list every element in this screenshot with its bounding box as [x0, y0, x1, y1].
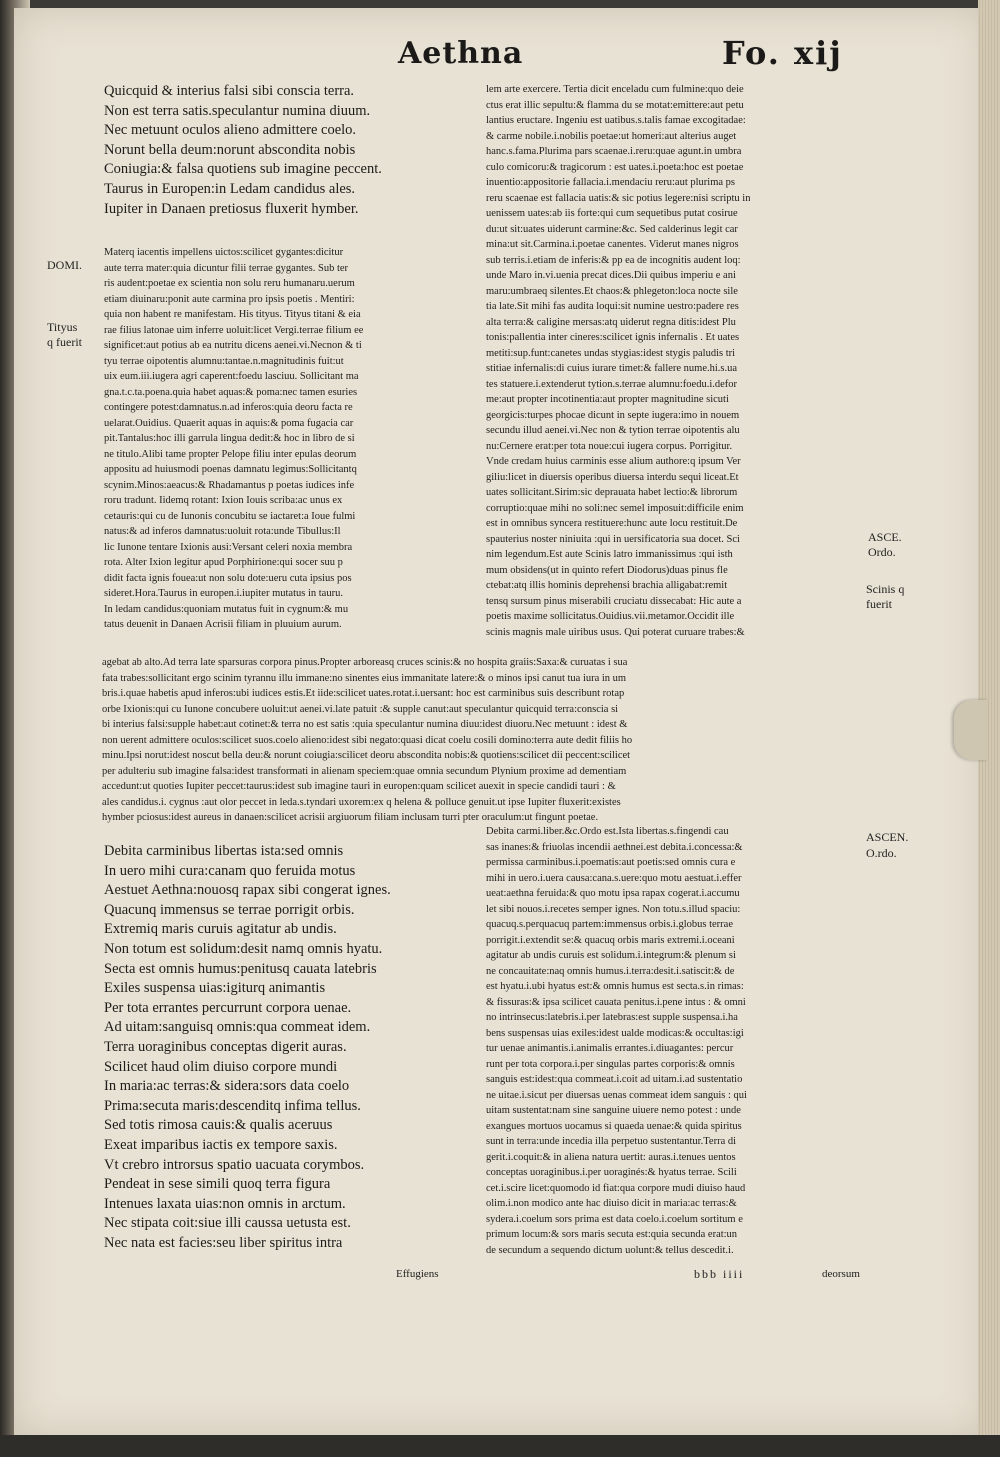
commentary-line: sas inanes:& friuolas incendii aethnei.est debita.i.concessa:& — [486, 841, 743, 853]
commentary-line: metiti:sup.funt:canetes undas stygias:idest stygis paludis tri — [486, 347, 736, 359]
verse-bottom-block — [104, 842, 464, 1253]
commentary-line: poetis maxime sollicitatus.Ouidius.vii.metamor.Occidit ille — [486, 611, 735, 622]
commentary-line: maru:umbraeq silentes.Et chaos:& phlegeton:loca nocte sile — [486, 285, 738, 297]
verse-line: In uero mihi cura:canam quo feruida motus — [104, 862, 356, 879]
verse-line: Quacunq immensus se terrae porrigit orbis. — [104, 901, 355, 918]
commentary-line: quacuq.s.perquacuq partem:immensus orbis.i.globus terrae — [486, 919, 733, 930]
bottom-shadow — [0, 1435, 1000, 1457]
commentary-line: uelarat.Ouidius. Quaerit aquas in aquis:& poma fugacia car — [104, 417, 354, 429]
verse-line: In maria:ac terras:& sidera:sors data coelo — [104, 1078, 350, 1095]
commentary-line: secundu illud aenei.vi.Nec non & tytion terrae oipotentis alu — [486, 425, 740, 436]
verse-line: Ad uitam:sanguisq omnis:qua commeat idem. — [104, 1019, 371, 1036]
commentary-line: aute terra mater:quia dicuntur filii terrae gygantes. Sub ter — [104, 262, 349, 274]
page-clip — [954, 700, 988, 760]
commentary-line: Debita carmi.liber.&c.Ordo est.Ista libertas.s.fingendi cau — [486, 826, 729, 837]
commentary-line: accedunt:ut quoties Iupiter peccet:taurus:idest sub imagine tauri in europen:quam scilicet auexit in specie candidi tauri : & — [102, 781, 616, 792]
commentary-line: giliu:licet in diuersis operibus diuersa interdu sequi liceat.Et — [486, 471, 739, 483]
commentary-line: ne uitae.i.sicut per diuersas uenas commeat idem sanguis : qui — [486, 1089, 747, 1101]
commentary-line: spauterius noster niniuita :qui in uersificatoria sua docet. Sci — [486, 533, 740, 545]
right-commentary-bottom — [486, 824, 747, 1258]
commentary-line: sunt in terra:unde incedia illa perpetuo sustentantur.Terra di — [486, 1136, 737, 1147]
commentary-line: mihi in uero.i.uera causa:cana.s.uere:quo motu aestuat.i.effer — [486, 872, 742, 884]
commentary-line: lantius eructare. Ingeniu est uatibus.s.talis famae excogitadae: — [486, 115, 746, 126]
commentary-line: inuentio:appositorie fallacia.i.mendaciu reru:aut plurima ps — [486, 177, 736, 188]
commentary-line: tia late.Sit mihi fas audita loqui:sit numine uestro:padere res — [486, 301, 739, 312]
commentary-line: culo comicoru:& tragicorum : est uates.i.poeta:hoc est poetae — [486, 161, 744, 173]
commentary-line: scynim.Minos:aeacus:& Rhadamantus p poetas iudices infe — [104, 479, 355, 491]
margin-note-ordo: Ordo. — [868, 545, 896, 559]
commentary-line: bris.i.quae habetis apud inferos:ubi iudices estis.Et iide:scilicet uates.rotat.i.uersant: hoc est carminibus suis describunt rotap — [102, 688, 625, 699]
commentary-line: significet:aut potius ab ea nutritu dicens aenei.vi.Necnon & ti — [104, 340, 362, 351]
verse-line: Aestuet Aethna:nouosq rapax sibi congerat ignes. — [104, 882, 391, 899]
commentary-line: nim legendum.Est aute Scinis latro immanissimus :qui isth — [486, 549, 733, 560]
commentary-line: etiam diuinaru:ponit aute carmina pro ipsis poetis . Mentiri: — [104, 293, 355, 305]
verse-line: Terra uoraginibus conceptas digerit auras. — [104, 1038, 347, 1055]
commentary-line: let sibi nouos.i.recetes semper ignes. Non totu.s.illud spaciu: — [486, 903, 741, 915]
commentary-line: sub terris.i.etiam de inferis:& pp ea de incognitis audent loq: — [486, 254, 741, 266]
commentary-line: unde Maro in.vi.uenia precat dices.Dii quibus imperiu e ani — [486, 270, 736, 281]
commentary-line: est hyatu.i.ubi hyatus est:& omnis humus est secta.s.in rimas: — [486, 981, 744, 992]
commentary-line: contingere potest:damnatus.n.ad inferos:quia deoru facta re — [104, 402, 353, 413]
verse-line: Extremiq maris curuis agitatur ab undis. — [104, 921, 337, 938]
commentary-line: tyu terrae oipotentis alumnu:tantae.n.magnitudinis fuit:ut — [104, 355, 344, 367]
catchword-right: deorsum — [822, 1268, 860, 1280]
commentary-line: minu.Ipsi norut:idest noscut bella deu:& norunt coiugia:scilicet deoru abscondita nobis:& quotiens:scilicet dii peccent:scilicet — [102, 750, 631, 761]
commentary-line: uenissem uates:ab iis forte:qui cum sequetibus putat cosirue — [486, 208, 738, 219]
commentary-line: per adulteriu sub imagine falsa:idest transformati in alienam speciem:quae omnia secundum Plynium proxime ad dementiam — [102, 765, 627, 777]
verse-line: Exiles suspensa uias:igiturq animantis — [104, 980, 326, 997]
commentary-line: alta terra:& caligine mersas:atq uiderut regna ditis:idest Plu — [486, 316, 736, 328]
commentary-line: uates sollicitant.Sirim:sic deprauata habet lectio:& librorum — [486, 487, 738, 498]
commentary-line: georgicis:turpes phocae dicunt in septe iugera:imo in nouem — [486, 409, 740, 421]
commentary-line: non uerent admittere oculos:scilicet suos.coelo alieno:idest sibi negato:quasi dicat coelu cosili domino:terra aute dedit filiis ho — [102, 734, 633, 746]
commentary-line: ne concauitate:naq omnis humus.i.terra:desit.i.satiscit:& de — [486, 965, 735, 977]
commentary-line: roru tradunt. Iidemq rotant: Ixion Iouis scriba:ac unus ex — [104, 495, 343, 506]
commentary-line: & carme nobile.i.nobilis poetae:ut homeri:aut alterius auget — [486, 130, 737, 142]
commentary-line: rota. Alter Ixion legitur apud Porphirione:qui socer suu p — [104, 557, 343, 568]
commentary-line: tonis:pallentia inter cineres:scilicet ignis infernalis . Et uates — [486, 332, 740, 343]
verse-line: Coniugia:& falsa quotiens sub imagine peccent. — [104, 161, 382, 178]
commentary-line: In ledam candidus:quoniam mutatus fuit in cygnum:& mu — [104, 603, 349, 615]
commentary-line: reru scaenae est fallacia uatis:& sic potius legere:nisi scriptu in — [486, 192, 751, 204]
commentary-line: nu:Cernere erat:per tota noue:cui iugera corpus. Porrigitur. — [486, 440, 733, 452]
commentary-line: natus:& ad inferos damnatus:uoluit rota:unde Tibullus:Il — [104, 526, 341, 537]
verse-line: Debita carminibus libertas ista:sed omnis — [104, 843, 344, 859]
commentary-line: cetauris:qui cu de Iunonis concubitu se iactaret:a Ioue fulmi — [104, 510, 356, 522]
commentary-line: scinis magnis male uiribus usus. Qui poterat curuare trabes:& — [486, 626, 745, 638]
commentary-line: primum locum:& sors maris secuta est:quia secunda erat:un — [486, 1229, 738, 1240]
commentary-line: ctebat:atq illis hominis deprehensi brachia alligabat:remit — [486, 580, 728, 591]
commentary-line: appositu ad huiusmodi poenas damnatu legimus:Sollicitantq — [104, 464, 357, 475]
verse-line: Nec stipata coit:siue illi caussa uetusta est. — [104, 1215, 351, 1232]
commentary-line: agitatur ab undis curuis est solidum.i.integrum:& plenum si — [486, 950, 736, 961]
commentary-line: lic Iunone tentare Ixionis ausi:Versant celeri noxia membra — [104, 541, 353, 553]
commentary-line: conceptas uoraginibus.i.per uoraginés:& hyatus terrae. Scili — [486, 1167, 737, 1178]
commentary-line: mum obsidens(ut in quinto refert Diodorus)duas pinus fle — [486, 564, 728, 576]
commentary-line: est in omnibus syncera restituere:hunc aute locu restituit.De — [486, 518, 738, 529]
commentary-line: sideret.Hora.Taurus in europen.i.iupiter mutatus in tauru. — [104, 588, 343, 599]
commentary-line: sydera.i.coelum sors prima est data coelo.i.coelum sortitum e — [486, 1213, 743, 1225]
commentary-line: fata trabes:sollicitant ergo scinim tyrannu illu immane:no sinentes eius immanitate latere:& o minos ipsi canut tua iura in um — [102, 672, 627, 684]
commentary-line: me:aut propter incotinentia:aut propter magnitudine sicuti — [486, 394, 729, 405]
commentary-line: quia non habent re manifestam. His tityus. Tityus titani & eia — [104, 309, 361, 320]
left-commentary — [104, 245, 363, 633]
verse-line: Per tota errantes percurrunt corpora uenae. — [104, 999, 352, 1016]
commentary-line: rae filius latonae uim inferre uoluit:licet Vergi.terrae filium ee — [104, 324, 364, 336]
right-commentary-top — [486, 82, 750, 640]
commentary-line: cet.i.scire licet:quomodo id fiat:qua corpore mudi diuiso haud — [486, 1182, 746, 1194]
commentary-line: didit facta ignis fouea:ut non solu dote:ueru cuta ipsius pos — [104, 572, 352, 584]
commentary-line: de secundum a sequendo dictum uolunt:& tellus descedit.i. — [486, 1244, 734, 1256]
verse-line: Iupiter in Danaen pretiosus fluxerit hymber. — [104, 200, 359, 217]
commentary-line: bens suspensas uias exiles:idest ualde modicas:& occultas:igi — [486, 1027, 744, 1039]
verse-top-block — [104, 82, 464, 219]
margin-note-ascen: ASCEN. — [866, 830, 909, 844]
commentary-line: tes statuere.i.extenderut tytion.s.terrae alumnu:foedu.i.defor — [486, 378, 738, 390]
commentary-line: runt per tota corpora.i.per singulas partes corporis:& omnis — [486, 1058, 735, 1070]
commentary-line: hymber pciosus:idest aureus in danaen:scilicet acrisii argiuorum filiam inclusam turri pter oraculum:ut fingunt poetae. — [102, 812, 599, 823]
commentary-line: tensq sursum pinus miserabili cruciatu dissecabat: Hic aute a — [486, 595, 742, 607]
commentary-line: pit.Tantalus:hoc illi garrula lingua dedit:& hoc in libro de si — [104, 433, 355, 444]
verse-line: Pendeat in sese simili quoq terra figura — [104, 1176, 331, 1193]
commentary-line: hanc.s.fama.Plurima pars scaenae.i.reru:quae agunt.in umbra — [486, 146, 742, 157]
commentary-line: permissa carminibus.i.poematis:aut poetis:sed omnis cura e — [486, 857, 736, 868]
commentary-line: exangues mortuos uocamus si quaeda uenae:& quida spiritus — [486, 1120, 742, 1132]
commentary-line: uitam sustentat:nam sine sanguine uiuere nemo potest : unde — [486, 1105, 741, 1116]
folio-number: Fo. xij — [722, 34, 843, 72]
verse-line: Vt crebro introrsus spatio uacuata corymbos. — [104, 1156, 365, 1173]
commentary-line: lem arte exercere. Tertia dicit enceladu cum fulmine:quo deie — [486, 84, 744, 95]
commentary-line: ris audent:poetae ex scientia non solu reru humanaru.uerum — [104, 278, 355, 289]
verse-line: Prima:secuta maris:descenditq infima tellus. — [104, 1097, 361, 1114]
commentary-line: ales candidus.i. cygnus :aut olor peccet in leda.s.tyndari uxorem:ex q helena & polluce genuit.ut ipse Iupiter fluxerit:existes — [102, 796, 621, 808]
full-width-commentary — [102, 655, 632, 826]
margin-note-asce: ASCE. — [868, 530, 902, 544]
verse-line: Norunt bella deum:norunt abscondita nobis — [104, 141, 356, 158]
commentary-line: du:ut sit:uates uiderunt carmine:&c. Sed calderinus legit car — [486, 223, 738, 235]
signature-mark: bbb iiii — [694, 1267, 745, 1281]
verse-line: Sed totis rimosa cauis:& qualis aceruus — [104, 1117, 333, 1134]
commentary-line: olim.i.non modico ante hac diuiso dicit in maria:ac terras:& — [486, 1198, 737, 1209]
commentary-line: sanguis est:idest:qua commeat.i.coit ad uitam.i.ad sustentatio — [486, 1074, 743, 1085]
commentary-line: ne titulo.Alibi tame propter Pelope filiu inter epulas deorum — [104, 448, 357, 460]
verse-line: Non totum est solidum:desit namq omnis hyatu. — [104, 940, 383, 957]
verse-line: Quicquid & interius falsi sibi conscia terra. — [104, 83, 355, 99]
verse-line: Exeat imparibus iactis ex tempore saxis. — [104, 1136, 338, 1153]
commentary-line: ueat:aethna feruida:& quo motu ipsa rapax cogerat.i.accumu — [486, 888, 740, 899]
commentary-line: & fissuras:& ipsa scilicet cauata penitus.i.pene intus : & omni — [486, 996, 746, 1008]
commentary-line: bi interius falsi:supple habet:aut cotinet:& terra no est satis :quia speculantur numina diuu:idest diuoru.Nec metuunt : idest & — [102, 719, 628, 730]
verse-line: Intenues laxata uias:non omnis in arctum. — [104, 1195, 346, 1212]
verse-line: Scilicet haud olim diuiso corpore mundi — [104, 1058, 338, 1075]
commentary-line: Vnde credam huius carminis esse alium authore:q ipsum Ver — [486, 456, 741, 467]
verse-line: Nec nata est facies:seu liber spiritus intra — [104, 1234, 343, 1251]
margin-note-domi: DOMI. — [47, 258, 82, 272]
commentary-line: gerit.i.coquit:& in aliena natura uertit: auras.i.tenues uentos — [486, 1151, 736, 1163]
commentary-line: mina:ut sit.Carmina.i.poetae canentes. Viderut manes nigros — [486, 239, 739, 250]
commentary-line: stitiae infernalis:di cuius iurare timet:& fallere nume.hi.s.ua — [486, 363, 738, 374]
margin-note-ordo-2: O.rdo. — [866, 846, 897, 860]
commentary-line: gna.t.c.ta.poena.quia habet aquas:& poma:nec tamen esuries — [104, 386, 358, 398]
commentary-line: orbe Ixionis:qui cu Iunone concubere uoluit:ut aenei.vi.late patuit :& supple canut:aut speculantur quicquid terra:conscia si — [102, 703, 619, 715]
margin-note-scinis: Scinis q — [866, 582, 905, 596]
running-head-title: Aethna — [398, 36, 524, 71]
commentary-line: Materq iacentis impellens uictos:scilicet gygantes:dicitur — [104, 247, 344, 258]
commentary-line: porrigit.i.extendit se:& quacuq orbis maris extremi.i.oceani — [486, 934, 735, 946]
commentary-line: no intrinsecus:latebris.i.per latebras:est supple suspensa.i.ha — [486, 1012, 738, 1023]
commentary-line: corruptio:quae mihi no soli:nec semel imposuit:difficile enim — [486, 502, 744, 514]
commentary-line: agebat ab alto.Ad terra late sparsuras corpora pinus.Propter arboreasq cruces scinis:& no hospita graiis:Saxa:& curuatas i sua — [102, 657, 628, 668]
verse-line: Taurus in Europen:in Ledam candidus ales. — [104, 180, 356, 197]
catchword-left: Effugiens — [396, 1268, 439, 1280]
verse-line: Nec metuunt oculos alieno admittere coelo. — [104, 122, 357, 139]
margin-note-tityus-2: q fuerit — [47, 335, 82, 349]
margin-note-tityus: Tityus — [47, 320, 78, 334]
commentary-line: tatus deuenit in Danaen Acrisii filiam in pluuium aurum. — [104, 619, 342, 630]
verse-line: Secta est omnis humus:penitusq cauata latebris — [104, 960, 377, 977]
commentary-line: ctus erat illic sepultu:& flamma du se motat:emittere:aut petu — [486, 99, 744, 111]
commentary-line: tur uenae animantis.i.animalis errantes.i.diuagantes: percur — [486, 1043, 734, 1054]
verse-line: Non est terra satis.speculantur numina diuum. — [104, 102, 371, 119]
margin-note-scinis-2: fuerit — [866, 597, 892, 611]
commentary-line: uix eum.iii.iugera agri caperent:foedu lasciuu. Sollicitant ma — [104, 371, 359, 382]
